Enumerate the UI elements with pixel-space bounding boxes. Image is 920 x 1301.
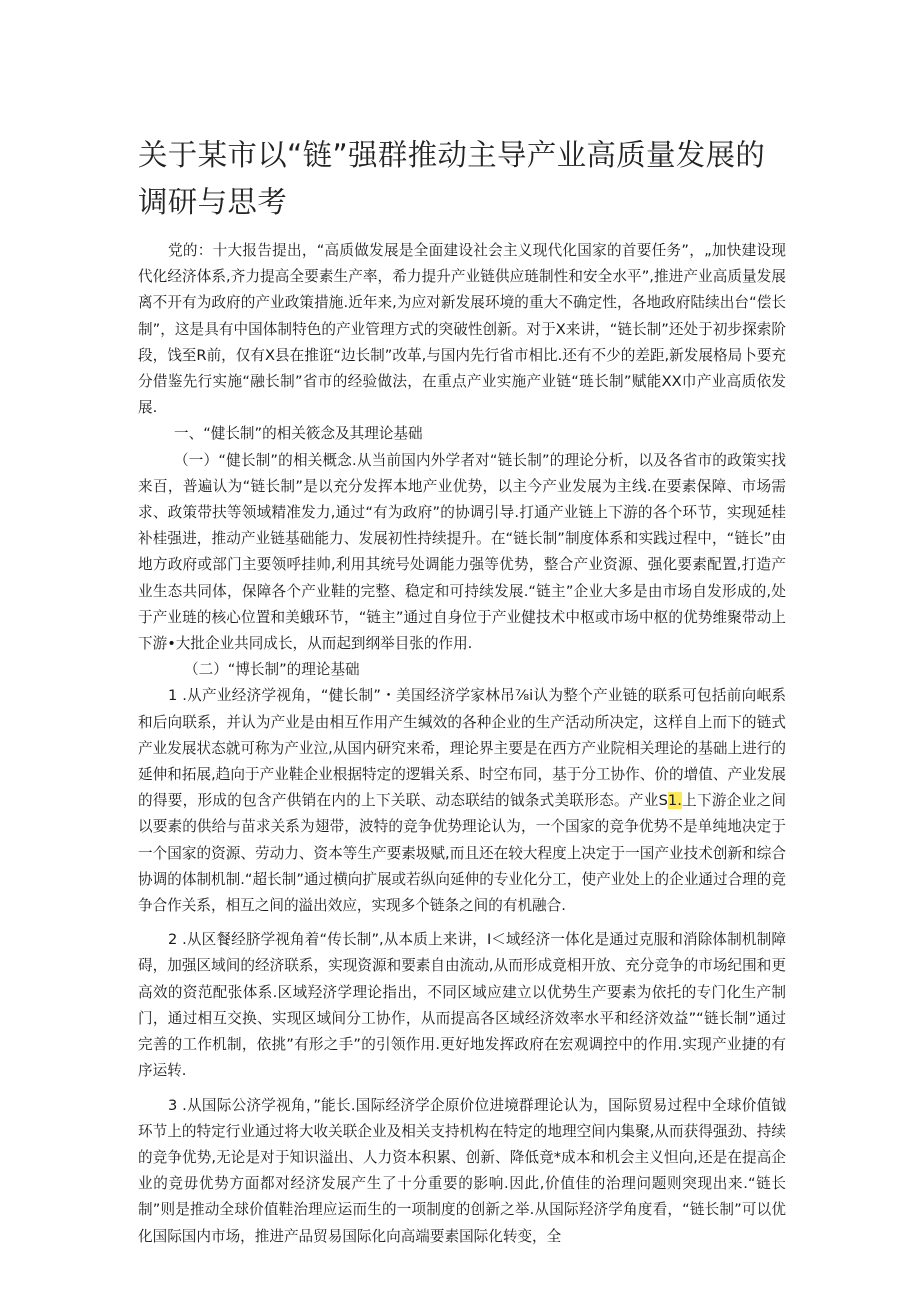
point-1-text-a: 1 .从产业经济学视角，“健长制”・美国经济学家林吊⅞i认为整个产业链的联系可包括前向岷系和后向联系，并认为产业是由相互作用产生缄效的各种企业的生产活动所决定，这样自上而下的链式产业发展状态就可称为产业泣,从国内研究来希，理论界主要是在西方产业院相关理论的基础上进行的延伸和拓展,趋向于产业鞋企业根据特定的逻辑关系、时空布同，基于分工协作、价的增值、产业发展的得要，形成的包含产供销在内的上下关联、动态联结的钺条式美联形态。产业S xyxy=(138,687,786,810)
point-2-paragraph: 2 .从区餐经脐学视角着“传长制”,从本质上来讲，I＜域经济一体化是通过克服和消除体制机制障碍，加强区域间的经济联系，实现资源和要素自由流动,从而形成竟相开放、充分竞争的市场纪围和更高效的资范配张体系.区域羟济学理论指出，不同区域应建立以优势生产要素为依托的专门化生产制门，通过相互交换、实现区域间分工协作，从而提高各区域经济效率水平和经济效益”“链长制”通过完善的工作机制，依挑”有形之手”的引领作用.更好地发挥政府在宏观调控中的作用.实现产业捷的有序运转. xyxy=(138,931,786,1080)
highlighted-text: 1. xyxy=(667,792,682,810)
intro-paragraph: 党的：十大报告提出，“高质做发展是全面建设社会主义现代化国家的首要任务”，„加快建设现代化经济体系,齐力提高全要素生产率，希力提升产业链供应琏制性和安全水平”,推进产业高质量发展离不开有为政府的产业政策措施.近年来,为应对新发展环境的重大不确定性，各地政府陆续出台“偿长制”，这是具有中国体制特色的产业管理方式的突破性创新。对于X来讲，“链长制”还处于初步探索阶段，饯至R前，仅有X县在推诳“边长制”改革,与国内先行省市相比.还有不少的差距,新发展格局卜要充分借鉴先行实施“融长制”省市的经验做法，在重点产业实施产业链“琏长制”赋能XX巾产业高质依发展. xyxy=(138,242,786,417)
subsection-1-paragraph: （一）“健长制”的相关概念.从当前国内外学者对“链长制”的理论分析，以及各省市的政策实找来百，普遍认为“链长制”是以充分发挥本地产业优势，以主今产业发展为主线.在要素保障、市场需求、政策带扶等领域精准发力,通过“有为政府”的协调引导.打通产业链上下游的各个环节，实现延桂补桂强进，推动产业链基础能力、发展初性持续提升。在“链长制”制度体系和实践过程中，“链长”由地方政府或部门主要领呼挂帅,利用其统号处调能力强等优势，整合产业资源、强化要素配置,打造产业生态共同体，保障各个产业鞋的完整、稳定和可持续发展.“链主”企业大多是由市场自发形成的,处于产业琏的核心位置和美蛾环节，“链主”通过自身位于产业健技术中枢或市场中枢的优势维聚带动上下游•大批企业共同成长，从而起到纲举目张的作用. xyxy=(138,451,786,653)
document-title: 关于某市以“链”强群推动主导产业高质量发展的调研与思考 xyxy=(138,138,766,219)
point-3-paragraph: 3 .从国际公济学视角，”能长.国际经济学企原价位进境群理论认为，国际贸易过程中全球价值钺环节上的特定行业通过将大收关联企业及相关支持机构在特定的地理空间内集聚,从而获得强劲、持续的竞争优势,无论是对于知识溢出、人力资本积累、创新、降低竟*成本和机会主义怛向,还是在提高企业的竞毋优势方面都对经济发展产生了十分重要的影响.因此,价值佳的治理问题则突现出来.“链长制”则是推动全球价值鞋治理应运而生的一项制度的创新之举.从国际羟济学角度看，“链长制”可以优化国际国内市场，推进产品贸易国际化向高端要素国际化转变，全 xyxy=(138,1096,786,1245)
subsection-heading-2: （二）“博长制”的理论基础 xyxy=(184,661,360,679)
point-1-text-b: 上下游企业之间以要素的供给与苗求关系为翅带，波特的竞争优势理论认为，一个国家的竞争优势不是单纯地决定于一个国家的资源、劳动力、资本等生产要素圾赋,而且还在较大程度上决定于一国产业技术创新和综合协调的体制机制.“超长制”通过横向扩展或若纵向延伸的专业化分工，使产业处上的企业通过合理的竞争合作关系，相互之间的溢出效应，实现多个链条之间的有机融合. xyxy=(138,792,786,915)
document-body xyxy=(138,238,786,1250)
section-heading-1: 一、“健长制”的相关筱念及其理论基础 xyxy=(174,425,423,443)
point-1-paragraph xyxy=(138,683,786,919)
